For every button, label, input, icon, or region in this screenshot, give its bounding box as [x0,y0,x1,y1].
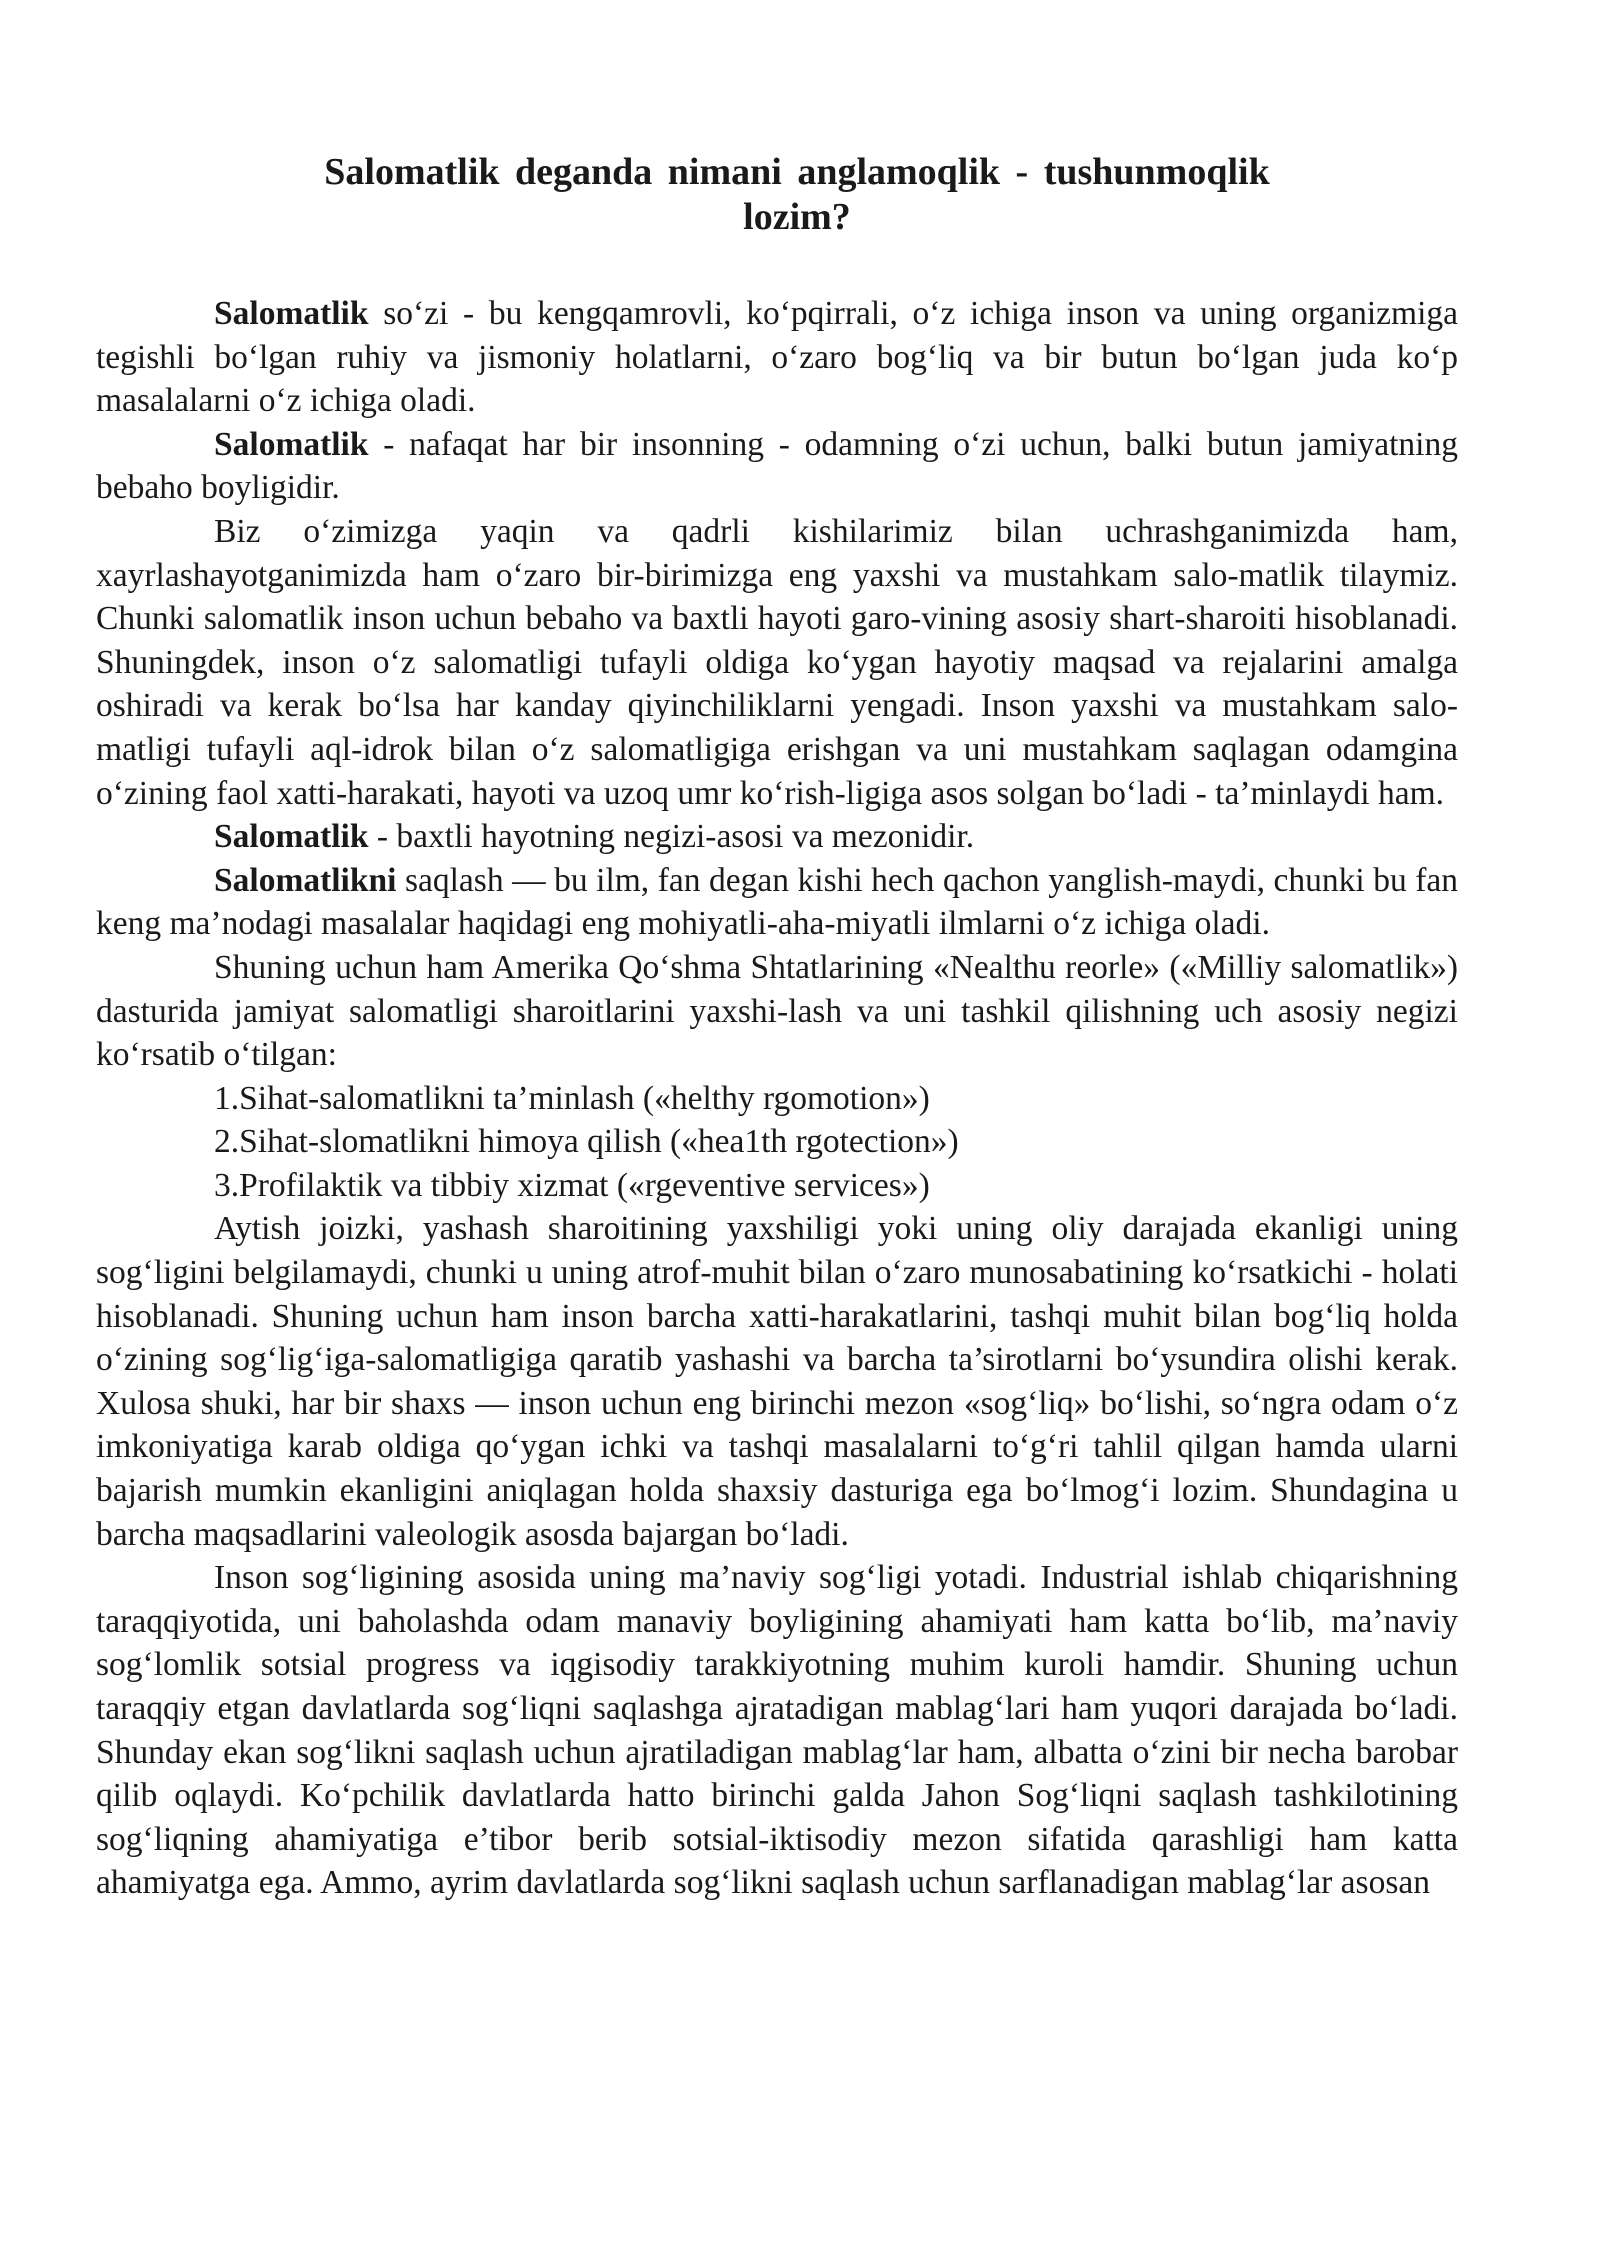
paragraph [96,292,1458,423]
paragraph [96,1556,1458,1905]
title-line-2: lozim? [743,196,851,238]
list-item: 1.Sihat-salomatlikni ta’minlash («helthy rgomotion») [214,1079,930,1117]
paragraph-text: saqlash — bu ilm, fan degan kishi hech qachon yanglish-maydi, chunki bu fan keng ma’nodagi masalalar haqidagi eng mohiyatli-aha-miyatli ilmlarni o‘z ichiga oladi. [96,861,1458,943]
paragraph-text: - baxtli hayotning negizi-asosi va mezonidir. [368,818,975,856]
list-item: 2.Sihat-slomatlikni himoya qilish («hea1th rgotection») [214,1123,959,1161]
paragraph-text: - nafaqat har bir insonning - odamning o‘zi uchun, balki butun jamiyatning bebaho boyligidir. [96,425,1458,507]
paragraph-text: Shuning uchun ham Amerika Qo‘shma Shtatlarining «Nealthu reorle» («Milliy salomatlik») dasturida jamiyat salomatligi sharoitlarini yaxshi-lash va uni tashkil qilishning uch asosiy negizi ko‘rsatib o‘tilgan: [96,948,1458,1074]
bold-term: Salomatlikni [214,861,397,899]
paragraph [96,815,1458,859]
title-line-1: Salomatlik deganda nimani anglamoqlik - tushunmoqlik [324,151,1270,193]
paragraph [96,1207,1458,1556]
document-title [96,150,1458,240]
document-page [96,150,1458,1905]
paragraph [96,946,1458,1077]
paragraph-text: Biz o‘zimizga yaqin va qadrli kishilarimiz bilan uchrashganimizda ham, xayrlashayotganimizda ham o‘zaro bir-birimizga eng yaxshi va mustahkam salo-matlik tilaymiz. Chunki salomatlik inson uchun bebaho va baxtli hayoti garo-vining asosiy shart-sharoiti hisoblanadi. Shuningdek, inson o‘z salomatligi tufayli oldiga ko‘ygan hayotiy maqsad va rejalarini amalga oshiradi va kerak bo‘lsa har kanday qiyinchiliklarni yengadi. Inson yaxshi va mustahkam salo-matligi tufayli aql-idrok bilan o‘z salomatligiga erishgan va uni mustahkam saqlagan odamgina o‘zining faol xatti-harakati, hayoti va uzoq umr ko‘rish-ligiga asos solgan bo‘ladi - ta’minlaydi ham. [96,512,1458,812]
bold-term: Salomatlik [214,295,369,332]
paragraph [96,510,1458,815]
paragraph [96,423,1458,510]
list-item: 3.Profilaktik va tibbiy xizmat («rgeventive services») [214,1166,930,1204]
bold-term: Salomatlik [214,425,369,463]
paragraph-text: Aytish joizki, yashash sharoitining yaxshiligi yoki uning oliy darajada ekanligi uning sog‘ligini belgilamaydi, chunki u uning atrof-muhit bilan o‘zaro munosabatining ko‘rsatkichi - holati hisoblanadi. Shuning uchun ham inson barcha xatti-harakatlarini, tashqi muhit bilan bog‘liq holda o‘zining sog‘lig‘iga-salomatligiga qaratib yashashi va barcha ta’sirotlarni bo‘ysundira olishi kerak. Xulosa shuki, har bir shaxs — inson uchun eng birinchi mezon «sog‘liq» bo‘lishi, so‘ngra odam o‘z imkoniyatiga karab oldiga qo‘ygan ichki va tashqi masalalarni to‘g‘ri tahlil qilgan hamda ularni bajarish mumkin ekanligini aniqlagan holda shaxsiy dasturiga ega bo‘lmog‘i lozim. Shundagina u barcha maqsadlarini valeologik asosda bajargan bo‘ladi. [96,1210,1458,1553]
paragraph-text: Inson sog‘ligining asosida uning ma’naviy sog‘ligi yotadi. Industrial ishlab chiqarishning taraqqiyotida, uni baholashda odam manaviy boyligining ahamiyati ham katta bo‘lib, ma’naviy sog‘lomlik sotsial progress va iqgisodiy tarakkiyotning muhim kuroli hamdir. Shuning uchun taraqqiy etgan davlatlarda sog‘liqni saqlashga ajratadigan mablag‘lari ham yuqori darajada bo‘ladi. Shunday ekan sog‘likni saqlash uchun ajratiladigan mablag‘lar ham, albatta o‘zini bir necha barobar qilib oqlaydi. Ko‘pchilik davlatlarda hatto birinchi galda Jahon Sog‘liqni saqlash tashkilotining sog‘liqning ahamiyatiga e’tibor berib sotsial-iktisodiy mezon sifatida qarashligi ham katta ahamiyatga ega. Ammo, ayrim davlatlarda sog‘likni saqlash uchun sarflanadigan mablag‘lar asosan [96,1559,1458,1902]
bold-term: Salomatlik [214,818,369,856]
document-body [96,292,1458,1905]
paragraph-text: so‘zi - bu kengqamrovli, ko‘pqirrali, o‘z ichiga inson va uning organizmiga tegishli bo‘lgan ruhiy va jismoniy holatlarni, o‘zaro bog‘liq va bir butun bo‘lgan juda ko‘p masalalarni o‘z ichiga oladi. [96,295,1458,420]
paragraph [96,859,1458,946]
